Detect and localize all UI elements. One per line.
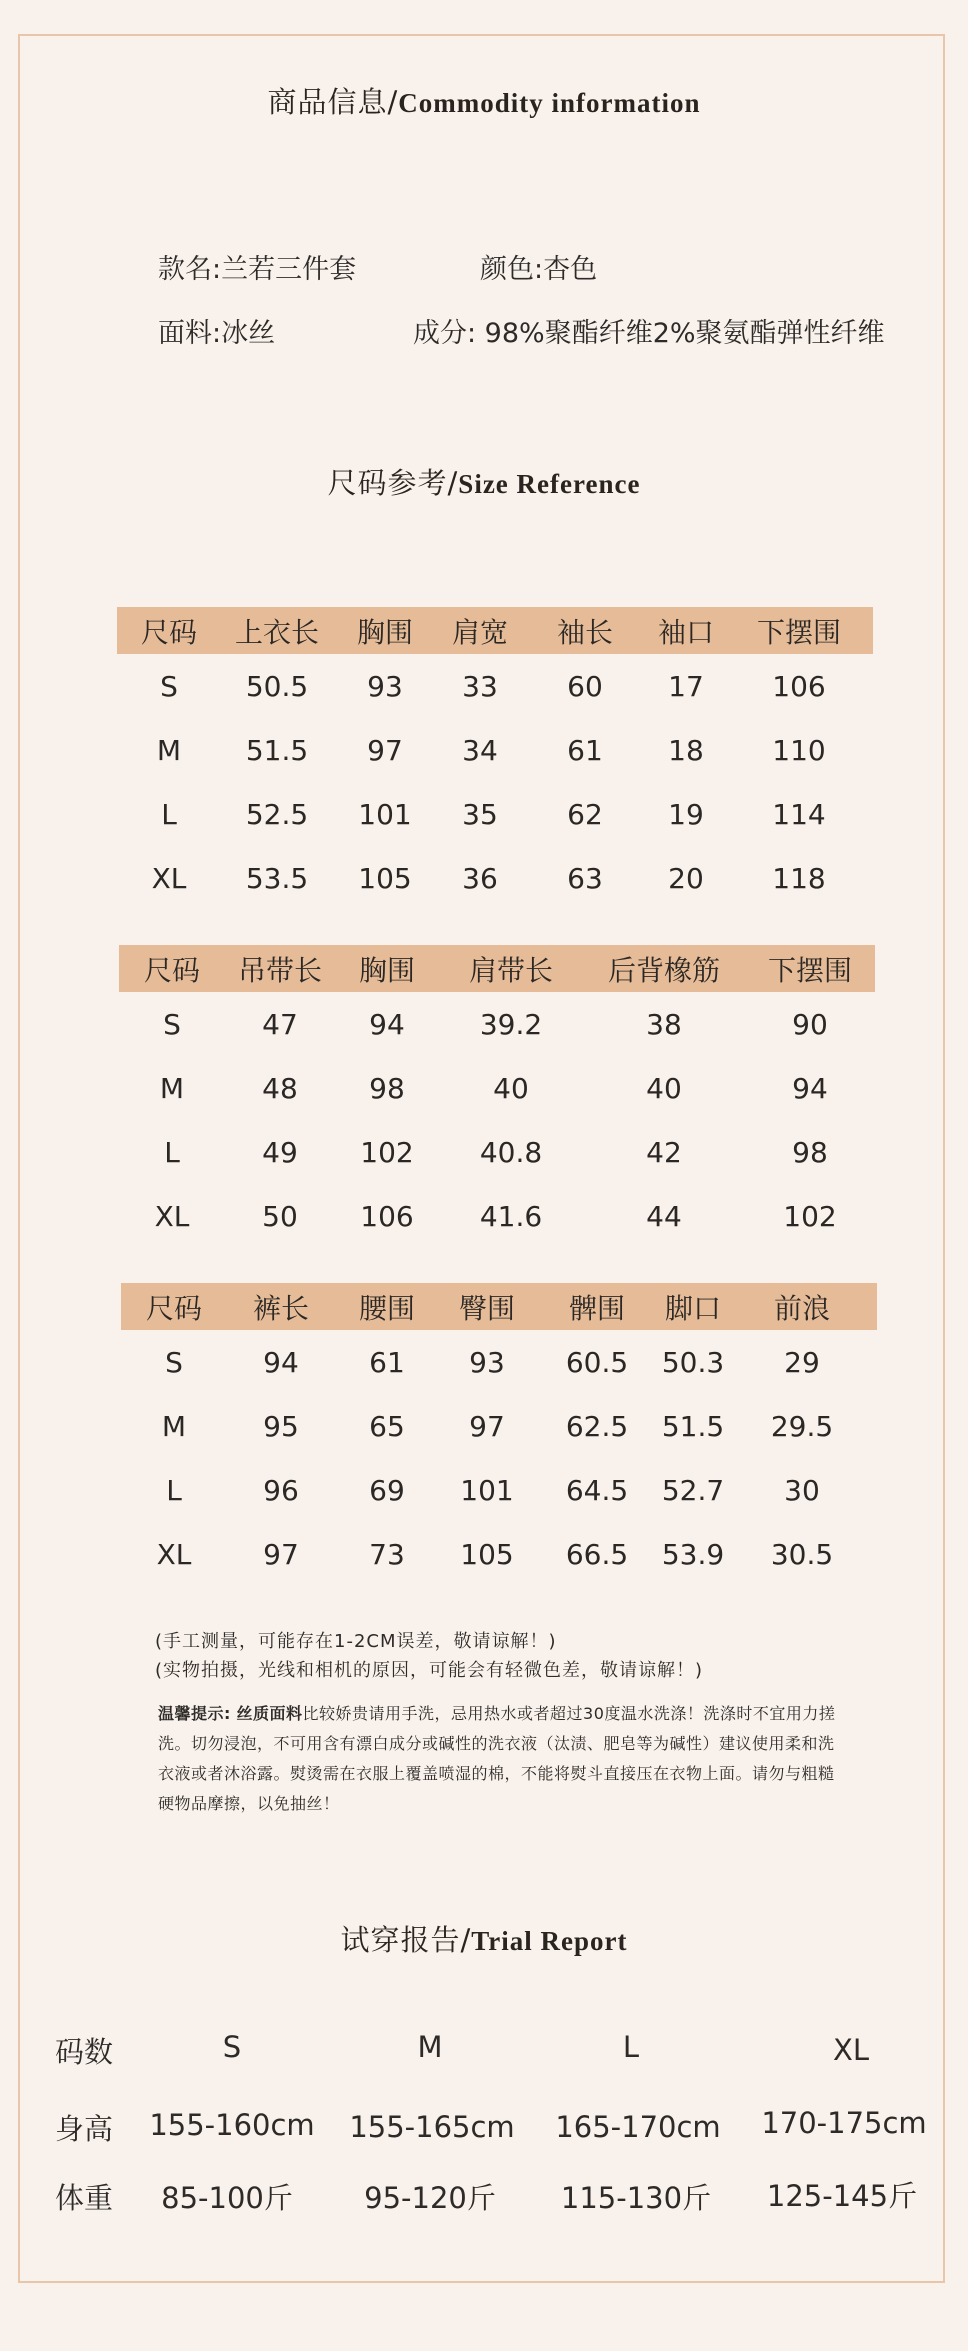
table-header-cell: 尺码: [119, 945, 225, 992]
table-cell: 93: [367, 669, 403, 703]
table-cell: 61: [369, 1345, 405, 1379]
table-cell: 105: [358, 861, 412, 895]
table-cell: S: [163, 1007, 181, 1041]
table-cell: 106: [772, 669, 826, 703]
table-cell: 36: [462, 861, 498, 895]
table-cell: 110: [772, 733, 826, 767]
trial-size-cell: XL: [832, 2033, 870, 2067]
commodity-title-cn: 商品信息/: [267, 85, 399, 119]
table-cell: 63: [567, 861, 603, 895]
table-row: [119, 1120, 875, 1184]
table-cell: S: [160, 669, 178, 703]
table-cell: 42: [646, 1135, 682, 1169]
table-cell: M: [159, 1071, 185, 1105]
table-cell: 40.8: [479, 1135, 543, 1169]
trial-weight-cell: 85-100斤: [161, 2181, 293, 2215]
table-header-cell: 肩带长: [439, 945, 583, 992]
table-cell: 94: [263, 1345, 299, 1379]
table-row: [119, 1184, 875, 1248]
table-header-cell: 前浪: [727, 1283, 877, 1330]
table-cell: 102: [360, 1135, 414, 1169]
table-header-cell: 后背橡筋: [583, 945, 745, 992]
trial-size-cell: L: [622, 2030, 640, 2064]
composition-info: 成分: 98%聚酯纤维2%聚氨酯弹性纤维: [413, 318, 885, 349]
table-cell: 118: [772, 861, 826, 895]
trial-weight-cell: 125-145斤: [766, 2179, 918, 2213]
trial-size-cell: S: [222, 2030, 242, 2064]
table-header-cell: 下摆围: [725, 607, 873, 654]
table-cell: 51.5: [661, 1409, 725, 1443]
size-title-en: Size Reference: [458, 469, 641, 499]
height-row-label: 身高: [55, 2112, 114, 2146]
commodity-heading: [0, 80, 968, 121]
table-cell: 48: [262, 1071, 298, 1105]
table-cell: XL: [151, 861, 187, 895]
table-cell: M: [156, 733, 182, 767]
table-cell: 114: [772, 797, 826, 831]
table-cell: 47: [262, 1007, 298, 1041]
table-header-cell: 下摆围: [745, 945, 875, 992]
color-info: 颜色:杏色: [480, 254, 598, 285]
table-cell: 106: [360, 1199, 414, 1233]
trial-height-cell: 165-170cm: [555, 2110, 721, 2144]
table-cell: 97: [469, 1409, 505, 1443]
table-cell: XL: [156, 1537, 192, 1571]
table-row: [121, 1458, 877, 1522]
table-header-cell: 裤长: [227, 1283, 335, 1330]
table-row: [117, 782, 873, 846]
table-header-cell: 臀围: [439, 1283, 535, 1330]
table-cell: 44: [646, 1199, 682, 1233]
table-cell: 50.5: [245, 669, 309, 703]
table-cell: L: [166, 1473, 182, 1507]
trial-heading: [0, 1918, 968, 1959]
care-tip: [158, 1699, 848, 1819]
table-cell: 35: [462, 797, 498, 831]
table-cell: 94: [369, 1007, 405, 1041]
table-cell: 69: [369, 1473, 405, 1507]
table-cell: 52.7: [661, 1473, 725, 1507]
table-cell: 33: [462, 669, 498, 703]
table-cell: 18: [668, 733, 704, 767]
table-cell: 60.5: [565, 1345, 629, 1379]
table-cell: S: [165, 1345, 183, 1379]
commodity-title-en: Commodity information: [398, 88, 701, 118]
table-cell: 50.3: [661, 1345, 725, 1379]
table-cell: 50: [262, 1199, 298, 1233]
table-cell: 102: [783, 1199, 837, 1233]
trial-height-cell: 170-175cm: [761, 2106, 927, 2140]
table-cell: 61: [567, 733, 603, 767]
table-cell: 51.5: [245, 733, 309, 767]
table-cell: 101: [460, 1473, 514, 1507]
table-cell: 97: [263, 1537, 299, 1571]
table-cell: 41.6: [479, 1199, 543, 1233]
table-cell: 53.9: [661, 1537, 725, 1571]
table-cell: 73: [369, 1537, 405, 1571]
tip-bold-text: 丝质面料: [236, 1704, 303, 1723]
table-header-cell: 吊带长: [225, 945, 335, 992]
trial-height-cell: 155-165cm: [349, 2110, 515, 2144]
table-cell: 64.5: [565, 1473, 629, 1507]
table-cell: 52.5: [245, 797, 309, 831]
table-cell: 53.5: [245, 861, 309, 895]
trousers-size-table: [121, 1283, 877, 1586]
table-cell: 105: [460, 1537, 514, 1571]
table-cell: 30.5: [770, 1537, 834, 1571]
table-cell: 40: [493, 1071, 529, 1105]
table-row: [121, 1394, 877, 1458]
table-cell: L: [164, 1135, 180, 1169]
table-cell: 65: [369, 1409, 405, 1443]
table-cell: 38: [646, 1007, 682, 1041]
table-cell: 98: [369, 1071, 405, 1105]
table-row: [117, 654, 873, 718]
table-row: [121, 1522, 877, 1586]
table-header-cell: 上衣长: [221, 607, 333, 654]
table-cell: 101: [358, 797, 412, 831]
table-header-cell: 肩宽: [437, 607, 523, 654]
measurement-note: (手工测量，可能存在1-2CM误差，敬请谅解！): [155, 1631, 557, 1652]
color-note: (实物拍摄，光线和相机的原因，可能会有轻微色差，敬请谅解！): [155, 1660, 704, 1681]
size-row-label: 码数: [55, 2035, 114, 2069]
table-cell: 60: [567, 669, 603, 703]
size-title-cn: 尺码参考/: [327, 466, 459, 500]
table-cell: M: [161, 1409, 187, 1443]
table-row: [117, 846, 873, 910]
table-header-cell: 尺码: [121, 1283, 227, 1330]
table-cell: 40: [646, 1071, 682, 1105]
table-header-cell: 腰围: [335, 1283, 439, 1330]
table-cell: 29: [784, 1345, 820, 1379]
table-cell: 19: [668, 797, 704, 831]
table-cell: 93: [469, 1345, 505, 1379]
table-cell: L: [161, 797, 177, 831]
table-cell: 98: [792, 1135, 828, 1169]
table-cell: 62: [567, 797, 603, 831]
table-header-cell: 袖口: [647, 607, 725, 654]
trial-height-cell: 155-160cm: [149, 2108, 315, 2142]
weight-row-label: 体重: [55, 2181, 114, 2215]
table-row: [121, 1330, 877, 1394]
table-row: [117, 718, 873, 782]
table-header-cell: 脚口: [659, 1283, 727, 1330]
trial-size-cell: M: [417, 2030, 443, 2064]
table-cell: 29.5: [770, 1409, 834, 1443]
trial-title-en: Trial Report: [471, 1926, 628, 1956]
table-cell: 39.2: [479, 1007, 543, 1041]
fabric-info: 面料:冰丝: [158, 318, 276, 349]
table-cell: 95: [263, 1409, 299, 1443]
tip-text: 比较娇贵请用手洗，忌用热水或者超过30度温水洗涤！洗涤时不宜用力搓洗。切勿浸泡，不可用含有漂白成分或碱性的洗衣液（汰渍、肥皂等为碱性）建议使用柔和洗衣液或者沐浴露。熨烫需在衣服上覆盖喷湿的棉，不能将熨斗直接压在衣物上面。请勿与粗糙硬物品摩擦，以免抽丝！: [158, 1704, 836, 1813]
table-cell: 17: [668, 669, 704, 703]
table-header-cell: 尺码: [117, 607, 221, 654]
table-cell: 20: [668, 861, 704, 895]
table-cell: 94: [792, 1071, 828, 1105]
camisole-size-table: [119, 945, 875, 1248]
top-size-table: [117, 607, 873, 910]
table-cell: 30: [784, 1473, 820, 1507]
table-header-cell: 袖长: [523, 607, 647, 654]
trial-weight-cell: 115-130斤: [560, 2181, 712, 2215]
table-cell: 96: [263, 1473, 299, 1507]
table-row: [119, 1056, 875, 1120]
size-heading: [0, 461, 968, 502]
table-cell: 90: [792, 1007, 828, 1041]
table-row: [119, 992, 875, 1056]
style-name: 款名:兰若三件套: [158, 254, 357, 285]
trial-weight-cell: 95-120斤: [364, 2181, 496, 2215]
table-cell: 62.5: [565, 1409, 629, 1443]
table-header-cell: 胸围: [335, 945, 439, 992]
table-cell: XL: [154, 1199, 190, 1233]
table-cell: 97: [367, 733, 403, 767]
table-header-cell: 胸围: [333, 607, 437, 654]
table-cell: 34: [462, 733, 498, 767]
tip-label: 温馨提示:: [158, 1704, 231, 1723]
table-header-cell: 髀围: [535, 1283, 659, 1330]
table-cell: 49: [262, 1135, 298, 1169]
trial-title-cn: 试穿报告/: [340, 1923, 472, 1957]
table-cell: 66.5: [565, 1537, 629, 1571]
